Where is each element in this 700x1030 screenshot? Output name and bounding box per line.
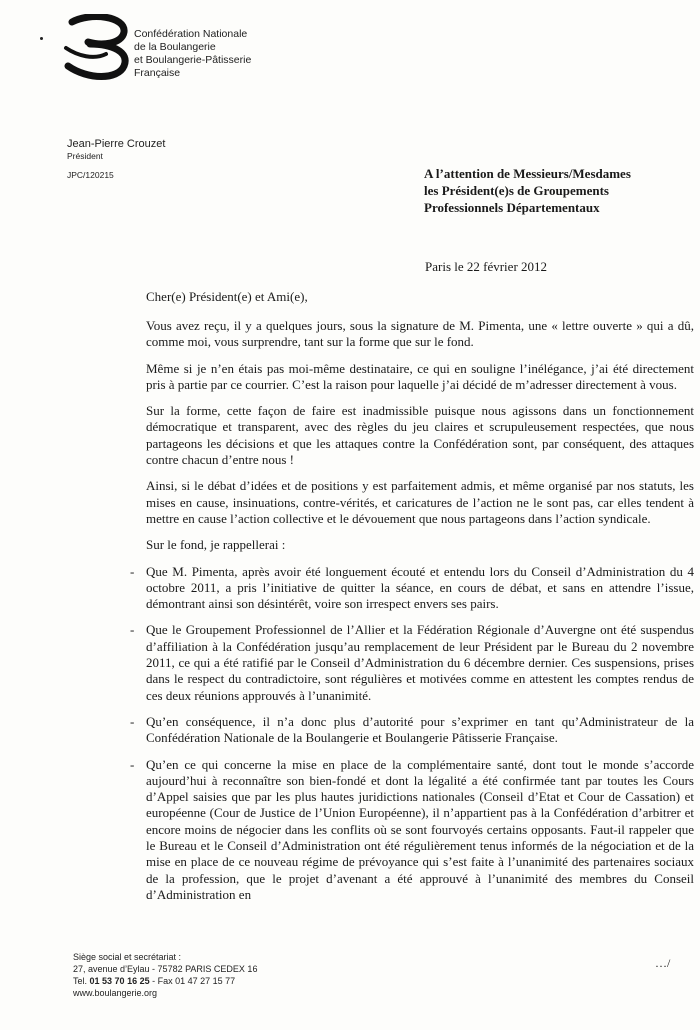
list-item <box>130 756 694 904</box>
footer-address: 27, avenue d’Eylau - 75782 PARIS CEDEX 16 <box>73 964 258 974</box>
list-item <box>130 713 694 747</box>
letter-date: Paris le 22 février 2012 <box>425 259 548 274</box>
paragraph: Ainsi, si le débat d’idées et de positions y est parfaitement admis, et même organisé par nos statuts, les mises en cause, insinuations, contre-vérités, et caricatures de l’action ne le sont pas, car elles tendent à mettre en cause l’action collective et le dévouement que nous partageons dans l’action syndicale. <box>146 478 694 526</box>
sender-block <box>67 138 165 180</box>
list-item-text: Que le Groupement Professionnel de l’Allier et la Fédération Régionale d’Auvergne ont été suspendus d’affiliation à la Confédération jusqu’au remplacement de leur Président par le Bureau du 2 novembre 2011, ce qui a été ratifié par le Conseil d’Administration du 6 décembre dernier. Ces suspensions, prises dans le respect du contradictoire, sont régulières et motivées comme en attestent les comptes rendus de ces deux réunions approuvés à l’unanimité. <box>146 622 694 703</box>
organization-line: de la Boulangerie <box>134 41 216 53</box>
tel-label: Tel. <box>73 976 88 986</box>
bullet-dash: - <box>130 756 135 772</box>
bullet-dash: - <box>130 622 135 638</box>
footer-website: www.boulangerie.org <box>73 988 158 998</box>
organization-line: Confédération Nationale <box>134 28 248 40</box>
recipient-line: les Président(e)s de Groupements <box>424 183 609 198</box>
recipient-line: Professionnels Départementaux <box>424 200 600 215</box>
bullet-dash: - <box>130 563 135 579</box>
tel-number: 01 53 70 16 25 <box>89 976 150 986</box>
paragraph: Même si je n’en étais pas moi-même destinataire, ce qui en souligne l’inélégance, j’ai été directement pris à partie par ce courrier. C’est la raison pour laquelle j’ai décidé de m’adresser directement à vous. <box>146 360 694 392</box>
paragraph: Sur la forme, cette façon de faire est inadmissible puisque nous agissons dans un fonctionnement démocratique et transparent, avec des règles du jeu claires et scrupuleusement respectées, que nous partageons les décisions et que les attaques contre la Confédération sont, par conséquent, des attaques contre chacun d’entre nous ! <box>146 403 694 468</box>
footer <box>73 951 257 999</box>
fax-number: - Fax 01 47 27 15 77 <box>152 976 236 986</box>
list-item-text: Que M. Pimenta, après avoir été longuement écouté et entendu lors du Conseil d’Administration du 4 octobre 2011, a pris l’initiative de quitter la séance, en cours de débat, et sans en attendre l’issue, démontrant ainsi son désintérêt, voire son irrespect envers ses pairs. <box>146 563 694 612</box>
recipient-line: A l’attention de Messieurs/Mesdames <box>424 166 631 181</box>
salutation: Cher(e) Président(e) et Ami(e), <box>146 289 308 304</box>
paragraph: Sur le fond, je rappellerai : <box>146 537 286 553</box>
letter-reference: JPC/120215 <box>67 170 114 180</box>
continuation-mark: …/ <box>655 956 671 970</box>
sender-role: Président <box>67 151 103 161</box>
list-item <box>130 563 694 613</box>
letter-body <box>130 318 694 913</box>
recipient-block <box>424 165 631 216</box>
bullet-dash: - <box>130 713 135 729</box>
footer-contact <box>73 975 257 987</box>
points-list <box>130 563 694 904</box>
scan-speck <box>40 37 43 40</box>
footer-heading: Siège social et secrétariat : <box>73 952 182 962</box>
cnbpf-logo <box>60 14 130 80</box>
sender-name: Jean-Pierre Crouzet <box>67 138 166 150</box>
organization-name <box>134 28 251 80</box>
paragraph: Vous avez reçu, il y a quelques jours, sous la signature de M. Pimenta, une « lettre ouverte » qui a dû, comme moi, vous surprendre, tant sur la forme que sur le fond. <box>146 318 694 350</box>
organization-line: et Boulangerie-Pâtisserie <box>134 54 252 66</box>
organization-line: Française <box>134 67 181 79</box>
list-item-text: Qu’en conséquence, il n’a donc plus d’autorité pour s’exprimer en tant qu’Administrateur de la Confédération Nationale de la Boulangerie et Boulangerie Pâtisserie Française. <box>146 713 694 746</box>
list-item-text: Qu’en ce qui concerne la mise en place de la complémentaire santé, dont tout le monde s’accorde aujourd’hui à reconnaître son bien-fondé et dont la légalité a été confirmée tant par toutes les Cours d’Appel saisies que par les plus hautes juridictions nationales (Conseil d’Etat et Cour de Cassation) et européenne (Cour de Justice de l’Union Européenne), il n’appartient pas à la Confédération d’arbitrer et encore moins de négocier dans les conflits où se sont fourvoyés certains opposants. Faut-il rappeler que le Bureau et le Conseil d’Administration ont été régulièrement tenus informés de la négociation et de la mise en place de ce nouveau régime de prévoyance qui s’est faite à l’unanimité des partenaires sociaux de la profession, que le projet d’avenant a été approuvé à l’unanimité des membres du Conseil d’Administration en <box>146 756 694 902</box>
list-item <box>130 622 694 703</box>
